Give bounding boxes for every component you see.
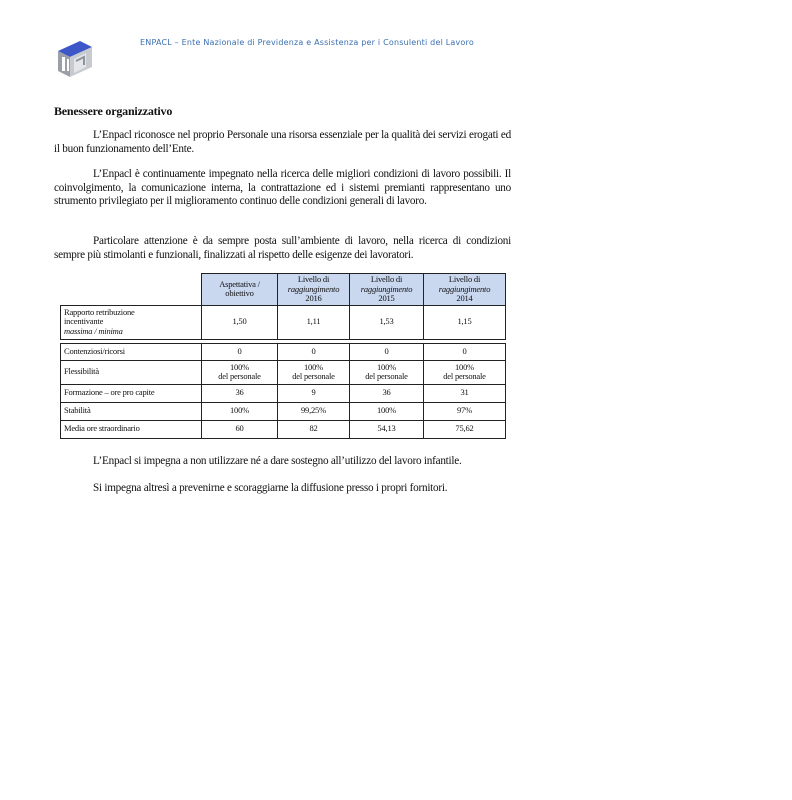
cell-value: 0 <box>278 343 350 360</box>
header-2014: Livello di raggiungimento 2014 <box>424 274 506 306</box>
cell-value: 60 <box>202 420 278 438</box>
cell-value: 1,53 <box>350 305 424 339</box>
table-row <box>61 343 506 360</box>
table-row <box>61 420 506 438</box>
paragraph-text: Particolare attenzione è da sempre posta sull’ambiente di lavoro, nella ricerca di condizioni sempre più stimolanti e funzionali, finalizzati al rispetto delle esigenze dei lavoratori. <box>54 235 511 261</box>
section-title: Benessere organizzativo <box>54 104 173 118</box>
paragraph-text: L’Enpacl è continuamente impegnato nella ricerca delle migliori condizioni di lavoro possibili. Il coinvolgimento, la comunicazione interna, la contrattazione ed i sistemi premianti rappresentano uno strumento privilegiato per il miglioramento continuo delle condizioni generali di lavoro. <box>54 168 511 207</box>
row-label: Contenziosi/ricorsi <box>61 343 202 360</box>
enpacl-logo-icon <box>52 37 96 79</box>
cell-value: 100% del personale <box>202 360 278 384</box>
table-corner <box>61 274 202 306</box>
table-row <box>61 402 506 420</box>
row-label: Formazione – ore pro capite <box>61 384 202 402</box>
cell-value: 0 <box>424 343 506 360</box>
table-row <box>61 384 506 402</box>
table-row <box>61 305 506 339</box>
cell-value: 100% del personale <box>350 360 424 384</box>
cell-value: 82 <box>278 420 350 438</box>
cell-value: 100% <box>202 402 278 420</box>
paragraph-personnel <box>54 129 511 156</box>
cell-value: 54,13 <box>350 420 424 438</box>
paragraph-working-conditions <box>54 168 511 209</box>
cell-value: 9 <box>278 384 350 402</box>
paragraph-text: L’Enpacl riconosce nel proprio Personale una risorsa essenziale per la qualità dei servizi erogati ed il buon funzionamento dell’Ente. <box>54 129 511 155</box>
cell-value: 1,11 <box>278 305 350 339</box>
paragraph-suppliers <box>54 482 511 496</box>
cell-value: 100% del personale <box>278 360 350 384</box>
header-aspettativa: Aspettativa / obiettivo <box>202 274 278 306</box>
paragraph-text: Si impegna altresì a prevenirne e scoraggiarne la diffusione presso i propri fornitori. <box>93 482 448 494</box>
paragraph-text: L’Enpacl si impegna a non utilizzare né a dare sostegno all’utilizzo del lavoro infantile. <box>93 455 462 467</box>
paragraph-work-environment <box>54 235 511 262</box>
wellbeing-table <box>60 273 506 439</box>
document-header: ENPACL – Ente Nazionale di Previdenza e Assistenza per i Consulenti del Lavoro <box>140 38 474 47</box>
row-label: Stabilità <box>61 402 202 420</box>
cell-value: 97% <box>424 402 506 420</box>
cell-value: 99,25% <box>278 402 350 420</box>
cell-value: 0 <box>350 343 424 360</box>
table-header-row <box>61 274 506 306</box>
header-2016: Livello di raggiungimento 2016 <box>278 274 350 306</box>
cell-value: 100% del personale <box>424 360 506 384</box>
cell-value: 75,62 <box>424 420 506 438</box>
cell-value: 36 <box>350 384 424 402</box>
row-label: Flessibilità <box>61 360 202 384</box>
row-label: Media ore straordinario <box>61 420 202 438</box>
cell-value: 31 <box>424 384 506 402</box>
cell-value: 1,50 <box>202 305 278 339</box>
cell-value: 0 <box>202 343 278 360</box>
cell-value: 36 <box>202 384 278 402</box>
cell-value: 100% <box>350 402 424 420</box>
paragraph-child-labour <box>54 455 511 469</box>
table-row <box>61 360 506 384</box>
header-2015: Livello di raggiungimento 2015 <box>350 274 424 306</box>
cell-value: 1,15 <box>424 305 506 339</box>
row-label: Rapporto retribuzione incentivante massima / minima <box>61 305 202 339</box>
